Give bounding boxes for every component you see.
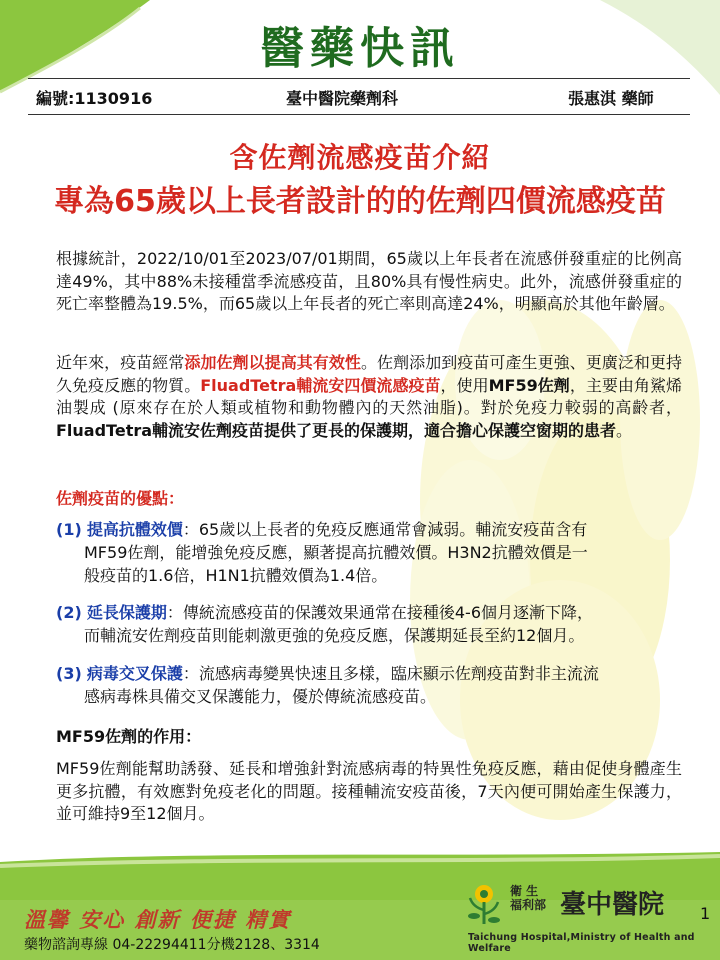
hospital-name-english: Taichung Hospital,Ministry of Health and Welfare — [468, 932, 695, 954]
header-divider-bottom — [28, 114, 690, 115]
newsletter-title: 醫藥快訊 — [260, 23, 460, 74]
ministry-name — [510, 884, 550, 912]
item-number: (2) — [56, 603, 82, 622]
item-text: MF59佐劑，能增強免疫反應，顯著提高抗體效價。H3N2抗體效價是一 — [84, 543, 588, 562]
item-number: (3) — [56, 664, 82, 683]
paragraph-statistics: 根據統計，2022/10/01至2023/07/01期間，65歲以上年長者在流感併發重症的比例高達49%，其中88%未接種當季流感疫苗，且80%具有慢性病史。此外，流感併發重症的死亡率整體為19.5%，而65歲以上年長者的死亡率則高達24%，明顯高於其他年齡層。 — [56, 249, 682, 313]
item-text: ：65歲以上長者的免疫反應通常會減弱。輔流安疫苗含有 — [182, 520, 588, 539]
footer-phone: 藥物諮詢專線 04-22294411分機2128、3314 — [24, 937, 320, 953]
p2-text: ，主要由角鯊烯油製成 (原來存在於人類或植物和動物體內的天然油脂)。對於免疫力較弱的高齡者， — [56, 375, 682, 417]
item-text: 而輔流安佐劑疫苗則能刺激更強的免疫反應，保護期延長至約12個月。 — [84, 626, 585, 645]
advantage-item — [56, 518, 686, 587]
item-text: ：流感病毒變異快速且多樣，臨床顯示佐劑疫苗對非主流流 — [182, 664, 599, 683]
p2-text: 。佐劑添加到疫苗可產生更強、更廣泛和更持久免疫反應的物質。 — [56, 353, 682, 395]
p2-highlight-adjuvant: 添加佐劑以提高其有效性 — [184, 353, 361, 372]
hospital-logo-icon — [464, 880, 504, 926]
ministry-name-text: 衛 生 福利部 — [510, 884, 547, 912]
advantages-heading: 佐劑疫苗的優點： — [56, 489, 185, 508]
article-title: 含佐劑流感疫苗介紹 — [229, 141, 491, 174]
p2-text: 。 — [616, 420, 633, 440]
mf59-heading: MF59佐劑的作用： — [56, 727, 202, 746]
p2-text: ，使用 — [440, 375, 489, 395]
p2-bold-protection: FluadTetra輔流安佐劑疫苗提供了更長的保護期，適合擔心保護空窗期的患者 — [56, 420, 617, 440]
advantage-item — [56, 662, 686, 708]
article-subtitle: 專為65歲以上長者設計的的佐劑四價流感疫苗 — [54, 184, 666, 219]
page-number: 1 — [700, 904, 711, 923]
issue-number: 編號:1130916 — [36, 89, 153, 108]
item-number: (1) — [56, 520, 82, 539]
p2-bold-mf59: MF59佐劑 — [488, 375, 570, 395]
paragraph-mf59: MF59佐劑能幫助誘發、延長和增強針對流感病毒的特異性免疫反應，藉由促使身體產生更多抗體，有效應對免疫老化的問題。接種輔流安疫苗後，7天內便可開始產生保護力，並可維持9至12個月。 — [56, 759, 682, 823]
paragraph-adjuvant — [56, 352, 682, 442]
hospital-name: 臺中醫院 — [560, 890, 665, 920]
item-text: 般疫苗的1.6倍，H1N1抗體效價為1.4倍。 — [84, 566, 388, 585]
item-key: 延長保護期 — [86, 603, 167, 622]
item-key: 提高抗體效價 — [86, 520, 183, 539]
p2-text: 近年來，疫苗經常 — [56, 353, 185, 372]
p2-highlight-vaccine: FluadTetra輔流安四價流感疫苗 — [200, 375, 441, 395]
item-text: 感病毒株具備交叉保護能力，優於傳統流感疫苗。 — [84, 687, 437, 706]
item-text: ：傳統流感疫苗的保護效果通常在接種後4-6個月逐漸下降， — [166, 603, 594, 622]
department: 臺中醫院藥劑科 — [286, 89, 399, 108]
item-key: 病毒交叉保護 — [86, 664, 183, 683]
advantage-item — [56, 601, 686, 647]
header-divider-top — [28, 78, 690, 79]
footer-slogan: 溫馨 安心 創新 便捷 精實 — [24, 907, 292, 932]
author: 張惠淇 藥師 — [568, 89, 654, 108]
